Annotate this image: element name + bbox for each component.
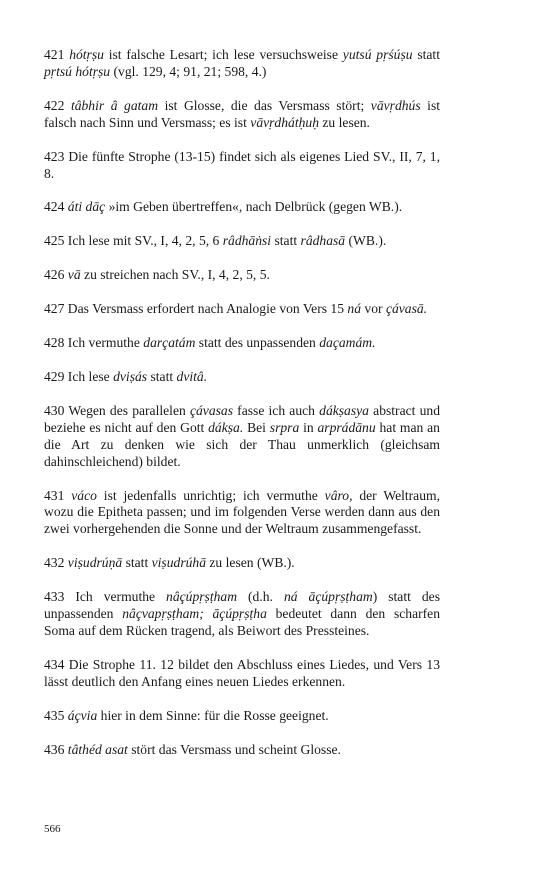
note-text: Ich vermuthe [75, 589, 167, 605]
note-text: Ich lese mit SV., I, 4, 2, 5, 6 [67, 233, 223, 249]
note-text: stört das Versmass und scheint Glosse. [127, 741, 341, 757]
note-435 [44, 708, 440, 725]
note-text: statt des unpassenden [195, 335, 320, 351]
italic-term: váco [71, 487, 97, 503]
italic-term: ná [347, 301, 362, 317]
italic-term: áçvia [67, 707, 98, 723]
note-text: in [299, 419, 318, 435]
italic-term: nâçúpṛṣṭham [166, 589, 238, 605]
note-number: 432 [44, 555, 65, 571]
note-number: 433 [44, 589, 65, 605]
note-text: zu lesen. [319, 114, 370, 130]
note-text: Ich lese [67, 368, 114, 384]
italic-term: viṣudrúhā [151, 555, 206, 571]
italic-term: vāvṛdhús [370, 97, 421, 113]
note-text: (WB.). [345, 233, 387, 249]
italic-term: nâçvapṛṣṭham; āçúpṛṣṭha [122, 606, 267, 622]
italic-term: arprádānu [317, 419, 376, 435]
note-text: ist Glosse, die das Versmass stört; [158, 97, 371, 113]
note-text: statt [122, 555, 152, 571]
note-text: Ich vermuthe [67, 335, 144, 351]
note-number: 429 [44, 368, 65, 384]
note-number: 430 [44, 402, 65, 418]
italic-term: râdhāṅsi [222, 233, 272, 249]
note-text: ist falsch nach Sinn und Versmass; es ist [44, 97, 441, 130]
note-423 [44, 149, 440, 183]
note-text: Bei [243, 419, 270, 435]
note-text: zu streichen nach SV., I, 4, 2, 5, 5. [80, 267, 270, 283]
note-text: statt [412, 47, 440, 62]
italic-term: yutsú pṛśúṣu [342, 47, 413, 62]
note-text: hier in dem Sinne: für die Rosse geeignet. [97, 707, 329, 723]
note-424 [44, 199, 440, 216]
italic-term: vāvṛdhátḥuḥ [250, 114, 319, 130]
italic-term: darçatám [143, 335, 196, 351]
note-text: Die Strophe 11. 12 bildet den Abschluss eines Liedes, und Vers 13 lässt deutlich den Anfang eines neuen Liedes erkennen. [44, 656, 440, 689]
note-text: statt [271, 233, 301, 249]
page-number: 566 [44, 823, 61, 835]
note-number: 431 [44, 487, 65, 503]
italic-term: viṣudrúṇā [67, 555, 123, 571]
note-422 [44, 98, 440, 132]
note-434 [44, 657, 440, 691]
note-433 [44, 589, 440, 640]
note-428 [44, 335, 440, 352]
note-text: der Weltraum, wozu die Epitheta passen; und im folgenden Verse werden dann aus den zwei vorhergehenden die Sonne und der Weltraum zusammengefasst. [44, 487, 440, 537]
note-426 [44, 267, 440, 284]
note-text: Die fünfte Strophe (13-15) findet sich als eigenes Lied SV., II, 7, 1, 8. [44, 148, 440, 181]
note-number: 424 [44, 199, 65, 215]
note-number: 434 [44, 656, 65, 672]
footnotes-list [44, 47, 440, 775]
note-432 [44, 555, 440, 572]
italic-term: ná āçúpṛṣṭham [283, 589, 373, 605]
italic-term: áti dāç [67, 199, 106, 215]
italic-term: râdhasā [300, 233, 346, 249]
note-text: Das Versmass erfordert nach Analogie von Vers 15 [67, 301, 348, 317]
italic-term: daçamám. [319, 335, 376, 351]
note-text: zu lesen (WB.). [206, 555, 295, 571]
italic-term: tâthéd asat [67, 741, 128, 757]
note-number: 435 [44, 707, 65, 723]
note-number: 427 [44, 301, 65, 317]
note-text: bedeutet dann den scharfen Soma auf dem Rücken tragend, als Beiwort des Pressteines. [44, 606, 440, 638]
note-number: 425 [44, 233, 65, 249]
note-text: fasse ich auch [233, 402, 320, 418]
note-text: (vgl. 129, 4; 91, 21; 598, 4.) [110, 63, 267, 79]
note-number: 422 [44, 97, 65, 113]
italic-term: çávasas [189, 402, 233, 418]
note-number: 426 [44, 267, 65, 283]
note-text: abstract und beziehe es nicht auf den Gott [44, 402, 440, 435]
note-427 [44, 301, 440, 318]
italic-term: pṛtsú hótṛṣu [44, 63, 111, 79]
note-text: »im Geben übertreffen«, nach Delbrück (gegen WB.). [105, 199, 403, 215]
note-text: vor [361, 301, 386, 317]
note-430 [44, 403, 440, 471]
italic-term: dviṣás [113, 368, 148, 384]
italic-term: dákṣasya [319, 402, 369, 418]
note-431 [44, 488, 440, 539]
note-text: hat man an die Art zu denken wie sich der Thau unmerklich (gleichsam dahinschleichend) bildet. [44, 419, 440, 469]
note-436 [44, 742, 440, 759]
italic-term: vâro, [324, 487, 353, 503]
note-text: ist falsche Lesart; ich lese versuchsweise [103, 47, 343, 62]
italic-term: dákṣa. [208, 419, 244, 435]
note-421 [44, 47, 440, 81]
italic-term: vā [67, 267, 81, 283]
italic-term: tâbhir â gatam [70, 97, 159, 113]
note-text: statt [147, 368, 177, 384]
note-text: (d.h. [237, 589, 284, 605]
italic-term: dvitâ. [176, 368, 208, 384]
italic-term: hótṛṣu [69, 47, 104, 62]
italic-term: srpra [269, 419, 300, 435]
note-425 [44, 233, 440, 250]
note-number: 421 [44, 47, 65, 62]
note-text: ist jedenfalls unrichtig; ich vermuthe [96, 487, 325, 503]
note-text: Wegen des parallelen [68, 402, 190, 418]
italic-term: çávasā. [385, 301, 428, 317]
note-429 [44, 369, 440, 386]
note-number: 436 [44, 741, 65, 757]
note-text: ) statt des unpassenden [44, 589, 440, 622]
note-number: 428 [44, 335, 65, 351]
note-number: 423 [44, 148, 65, 164]
